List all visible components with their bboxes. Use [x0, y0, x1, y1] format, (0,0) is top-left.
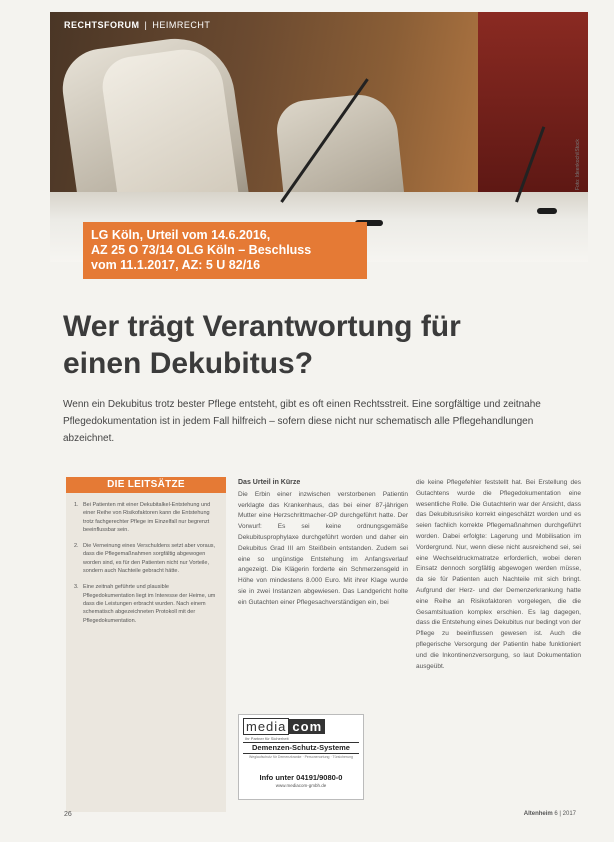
footer-magazine [524, 811, 576, 817]
case-line: AZ 25 O 73/14 OLG Köln – Beschluss [91, 243, 312, 257]
case-line: vom 11.1.2017, AZ: 5 U 82/16 [91, 258, 261, 272]
ad-fine-print: Weglaufschutz für Demenzkranke · Personenortung · Türsicherung [249, 755, 353, 759]
ad-phone: Info unter 04191/9080-0 [259, 773, 343, 782]
ad-logo-left: media [243, 718, 289, 735]
section-separator: | [144, 20, 148, 30]
column-text: die keine Pflegefehler feststellt hat. Bei Erstellung des Gutachtens wurde die Pflegedokumentation eine wesentliche Rolle. Die Gutachterin war der Ansicht, dass das Dekubitusrisiko korrekt eingeschätzt worden und es seien fachlich korrekte Pflegemaßnahmen durchgeführt worden. Dabei erfolgte: Lagerung und Mobilisation im Vordergrund. Nur, wenn diese nicht ausreichend sei, sei eine Wechseldruckmatratze erforderlich, wobei deren Einsatz dennoch sorgfältig abgewogen werden müsse, da sie für Patienten auch Nachteile mit sich bringt. Aufgrund der Herz- und der Demenzerkrankung hatte eine Reihe an Risikofaktoren vorgelegen, die die Gesamtsituation komplex erschien. Es lag dagegen, dass die Entstehung eines Dekubitus nur bedingt von der Pflege zu beeinflussen gewesen ist. Auch die pflegerische Versorgung der Patientin habe funktioniert und die Inkontinenzversorgung, so laut Dokumentation ausgeübt. [416, 479, 581, 670]
item-text: Die Verneinung eines Verschuldens setzt aber voraus, dass die Pflegemaßnahmen sorgfältig abgewogen worden sind, es für den Patienten nicht nur Vorteile, sondern auch Nachteile gebracht hätte. [83, 543, 216, 575]
list-item [74, 583, 220, 624]
leitsaetze-box [66, 477, 226, 812]
microphone-base-right [537, 208, 557, 214]
article-title [63, 308, 563, 382]
photo-credit: Foto: Ideenkoch/iStock [575, 139, 581, 190]
case-reference-box [83, 222, 367, 279]
title-line: einen Dekubitus? [63, 347, 314, 380]
case-line: LG Köln, Urteil vom 14.6.2016, [91, 228, 271, 242]
item-text: Eine zeitnah geführte und plausible Pflegedokumentation liegt im Interesse der Heime, um dass die Leistungen erbracht wurden. Nach einem schematisch abgezeichneten Protokoll mit der Pflegedokumentation. [83, 584, 216, 624]
article-lead: Wenn ein Dekubitus trotz bester Pflege entsteht, gibt es oft einen Rechtsstreit. Eine sorgfältige und zeitnahe Pflegedokumentation ist in jedem Fall hilfreich – sofern diese nicht nur schematisch alle Pflegehandlungen abzeichnet. [63, 399, 541, 444]
courtroom-wall [478, 12, 588, 192]
ad-tagline: Ihr Partner für Sicherheit [245, 736, 289, 741]
ad-website-link[interactable]: www.mediacom-gmbh.de [275, 783, 327, 788]
leitsaetze-list [66, 501, 226, 625]
ad-product-name: Demenzen-Schutz-Systeme [243, 742, 359, 754]
magazine-issue: 6 | 2017 [554, 811, 576, 817]
article-column-2 [238, 478, 408, 609]
list-item [74, 501, 220, 534]
column-text: Die Erbin einer inzwischen verstorbenen Patientin verklagte das Krankenhaus, das bei einer 87-jährigen Mutter eine Herzschrittmacher-OP durchgeführt hatte. Der Vorwurf: Es sei keine ordnungsgemäße Dekubitusprophylaxe durchgeführt worden und daher ein Dekubitus Grad III am Steißbein entstanden. Zudem sei eine so ungünstige Entstehung im Anfangsverlauf angezeigt. Die Klägerin forderte ein Schmerzensgeld in Höhe von mindestens 8.000 Euro. Mit ihrer Klage wurde sie in zwei Instanzen abgewiesen. Das Landgericht holte ein Gutachten einer Pflegesachverständigen ein, bei [238, 490, 408, 606]
item-text: Bei Patienten mit einer Dekubitalkel-Entstehung und einer Reihe von Risikofaktoren kann die Entstehung trotz fachgerechter Pflege im Einzelfall nur begrenzt beeinflussbar sein. [83, 502, 211, 533]
section-label [64, 20, 210, 30]
page-number: 26 [64, 811, 72, 818]
advertisement[interactable] [238, 714, 364, 800]
item-number: 1. [74, 502, 79, 508]
item-number: 3. [74, 584, 79, 591]
ad-logo-right: com [289, 719, 325, 734]
article-column-3 [416, 478, 581, 672]
column-heading: Das Urteil in Kürze [238, 479, 301, 486]
title-line: Wer trägt Verantwortung für [63, 310, 461, 343]
section-name: RECHTSFORUM [64, 20, 140, 30]
ad-logo [243, 719, 325, 733]
list-item [74, 542, 220, 575]
leitsaetze-heading: DIE LEITSÄTZE [66, 477, 226, 493]
magazine-name: Altenheim [523, 811, 553, 817]
subsection-name: HEIMRECHT [152, 20, 211, 30]
item-number: 2. [74, 543, 79, 550]
